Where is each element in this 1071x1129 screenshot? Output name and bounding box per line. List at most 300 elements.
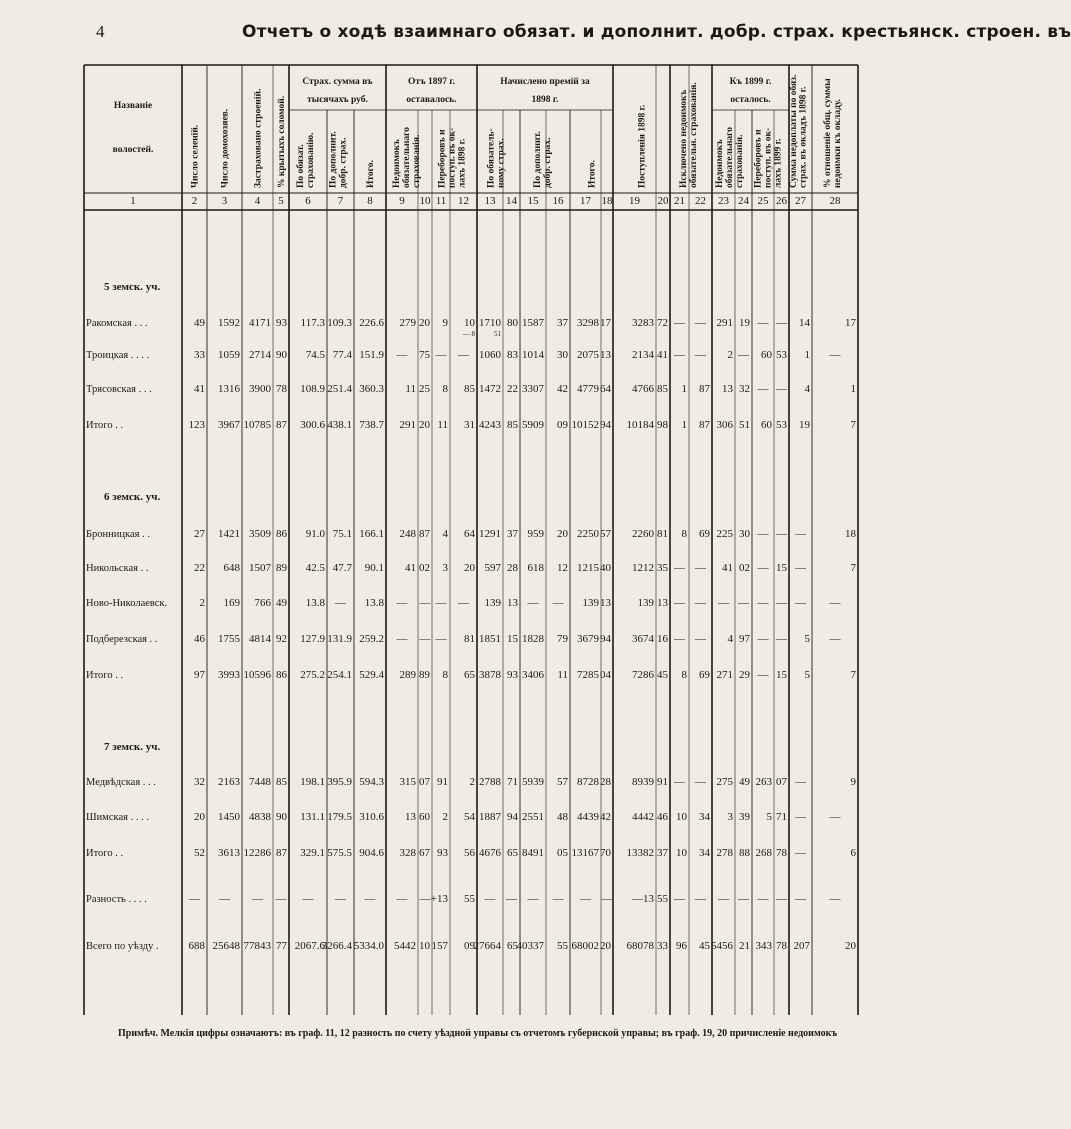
table-cell: 139	[484, 597, 501, 609]
table-cell: —	[458, 349, 469, 361]
table-cell: 959	[527, 528, 544, 540]
header-arrears-1897: обязательнаго	[402, 126, 412, 188]
table-cell: 10	[676, 811, 687, 823]
header-compulsory: По обязат.	[296, 144, 306, 188]
table-cell: 529.4	[359, 669, 384, 681]
table-cell: 83	[507, 349, 518, 361]
table-cell: 248	[399, 528, 416, 540]
column-number: 25	[757, 195, 769, 207]
header-sum-group: тысячахъ руб.	[307, 95, 368, 105]
table-cell: —	[275, 893, 287, 905]
table-cell: —	[829, 811, 841, 823]
table-cell: 90	[276, 349, 287, 361]
table-cell: 45	[657, 669, 668, 681]
table-cell: 1316	[218, 383, 240, 395]
table-cell: 77843	[243, 940, 271, 952]
column-number: 1	[130, 195, 136, 207]
table-cell: 33	[194, 349, 205, 361]
table-cell: 13	[722, 383, 733, 395]
header-arrears-1897: Недоимокъ	[392, 139, 402, 188]
table-cell: 40	[600, 562, 611, 574]
table-cell: 52	[194, 847, 205, 859]
table-cell: 4243	[479, 419, 501, 431]
table-cell: 1	[850, 383, 856, 395]
table-cell: 60	[419, 811, 430, 823]
table-cell: 7	[850, 562, 856, 574]
header-to-1899: Къ 1899 г.	[729, 77, 772, 87]
header-volost-name: волостей.	[112, 145, 154, 155]
table-cell: —	[674, 597, 685, 609]
table-cell: 94	[507, 811, 518, 823]
column-number: 14	[506, 195, 517, 207]
table-cell: 1291	[479, 528, 501, 540]
table-cell: —	[776, 528, 787, 540]
table-cell: —	[695, 562, 706, 574]
table-cell: 17	[845, 317, 856, 329]
header-premium-compulsory: По обязатель-	[486, 128, 497, 188]
table-cell: —	[829, 893, 841, 905]
table-cell-note: 51	[494, 330, 501, 338]
header-excluded-arrears: обязательн. страхованія.	[689, 82, 699, 188]
table-cell: 09	[557, 419, 568, 431]
table-cell: —	[795, 847, 806, 859]
table-cell: 56	[464, 847, 475, 859]
header-arrears-pct: % отношеніе общ. суммы	[823, 78, 833, 188]
column-number: 12	[458, 195, 469, 207]
table-cell: —	[335, 893, 346, 905]
table-cell: 4	[804, 383, 810, 395]
table-cell: 179.5	[327, 811, 352, 823]
table-cell: —	[757, 597, 769, 609]
header-shortfall: страх. въ окладъ 1898 г.	[798, 86, 809, 188]
table-cell: 9	[850, 776, 856, 788]
table-cell: 131.1	[300, 811, 325, 823]
table-cell: 69	[699, 528, 710, 540]
table-cell: 55	[464, 893, 475, 905]
table-cell: 32	[194, 776, 205, 788]
table-cell: 10	[419, 940, 430, 952]
table-cell: 3679	[577, 633, 599, 645]
table-cell: 343	[755, 940, 772, 952]
table-cell: 1472	[479, 383, 501, 395]
table-cell: 20	[557, 528, 568, 540]
table-cell: 97	[739, 633, 750, 645]
table-cell: 131.9	[327, 633, 352, 645]
table-cell: 1851	[479, 633, 501, 645]
column-number: 21	[674, 195, 685, 207]
header-premium-voluntary: добр. страх.	[543, 137, 553, 188]
column-number: 6	[305, 195, 311, 207]
table-cell: 151.9	[359, 349, 384, 361]
table-cell: 20	[600, 940, 611, 952]
table-cell: 11	[557, 669, 568, 681]
header-villages: Число селеній.	[190, 124, 201, 188]
table-cell: 254.1	[327, 669, 352, 681]
table-cell: 738.7	[359, 419, 384, 431]
table-cell: 5	[766, 811, 772, 823]
table-cell: 72	[657, 317, 668, 329]
column-number: 19	[629, 195, 640, 207]
table-cell: 291	[399, 419, 416, 431]
row-label: Всего по уѣзду .	[86, 941, 159, 952]
table-cell: 51	[739, 419, 750, 431]
table-cell: 13	[507, 597, 518, 609]
table-cell: 91	[657, 776, 668, 788]
table-cell: 55	[557, 940, 568, 952]
row-label: Бронницкая . .	[86, 529, 150, 540]
table-cell: 1421	[218, 528, 240, 540]
table-cell: 10	[464, 317, 475, 329]
table-cell: 78	[276, 383, 287, 395]
table-cell: 22	[507, 383, 518, 395]
table-cell: —	[419, 893, 431, 905]
table-cell: 5909	[522, 419, 544, 431]
table-cell: 89	[276, 562, 287, 574]
table-cell: 54	[464, 811, 475, 823]
table-cell: —	[458, 597, 469, 609]
table-cell: —	[738, 349, 749, 361]
table-cell: 74.5	[305, 349, 325, 361]
table-cell: 65	[507, 847, 518, 859]
table-cell: 4766	[632, 383, 654, 395]
table-cell: 42	[600, 811, 611, 823]
table-cell: 4439	[577, 811, 599, 823]
table-cell: 20	[419, 419, 430, 431]
header-total: Итого.	[366, 160, 376, 188]
table-cell: 10	[676, 847, 687, 859]
table-cell: 65	[507, 940, 518, 952]
table-cell: 279	[399, 317, 416, 329]
table-cell: —	[302, 893, 314, 905]
header-overpay-1899: Переборовъ и	[753, 129, 764, 188]
table-cell: —	[695, 317, 706, 329]
table-cell: 139	[582, 597, 599, 609]
header-excluded-arrears: Исключено недоимокъ	[679, 89, 689, 188]
table-cell: —	[776, 597, 787, 609]
table-cell: 14	[799, 317, 810, 329]
header-overpay-1898: поступ. въ ок-	[447, 127, 458, 188]
table-cell: —	[419, 597, 431, 609]
table-cell: 2	[727, 349, 733, 361]
table-cell: 89	[419, 669, 430, 681]
page-title: Отчетъ о ходѣ взаимнаго обязат. и дополнит. добр. страх. крестьянск. строен. въ	[242, 22, 1071, 42]
table-cell: 93	[437, 847, 448, 859]
table-cell: 85	[657, 383, 668, 395]
column-number: 17	[580, 195, 591, 207]
table-cell: 90	[276, 811, 287, 823]
table-cell: —	[829, 633, 841, 645]
table-cell: —13	[632, 893, 654, 905]
table-cell: 1212	[632, 562, 654, 574]
table-cell: 275.2	[300, 669, 325, 681]
table-cell: 68078	[626, 940, 654, 952]
table-cell: 7285	[577, 669, 599, 681]
table-cell: 117.3	[300, 317, 325, 329]
column-number: 18	[601, 195, 613, 207]
table-cell: 108.9	[300, 383, 325, 395]
table-cell: 1059	[218, 349, 240, 361]
table-cell: 07	[776, 776, 787, 788]
table-cell: —	[695, 893, 706, 905]
table-cell: 5442	[394, 940, 416, 952]
table-cell: 259.2	[359, 633, 384, 645]
table-cell: 45	[699, 940, 710, 952]
table-cell: 30	[739, 528, 750, 540]
column-number: 11	[435, 195, 447, 207]
table-cell: 2134	[632, 349, 654, 361]
table-cell: —	[396, 633, 408, 645]
header-receipts-1898: Поступленія 1898 г.	[637, 104, 648, 188]
table-cell: 13.8	[305, 597, 325, 609]
header-arrears-1899: обязательнаго	[725, 126, 735, 188]
table-cell: 05	[557, 847, 568, 859]
table-cell: 07	[419, 776, 430, 788]
table-cell: —	[252, 893, 263, 905]
table-cell: 2	[469, 776, 475, 788]
table-cell: 12	[557, 562, 568, 574]
table-cell: 93	[507, 669, 518, 681]
table-cell: 268	[755, 847, 772, 859]
table-cell: 2551	[522, 811, 544, 823]
table-cell: 4779	[577, 383, 599, 395]
table-cell: 127.9	[300, 633, 325, 645]
table-cell: 53	[776, 349, 787, 361]
table-cell: —	[506, 893, 517, 905]
table-cell: 40337	[516, 940, 544, 952]
table-cell: 3967	[218, 419, 240, 431]
table-cell: 46	[194, 633, 205, 645]
table-cell: 1710	[479, 317, 501, 329]
table-cell: 96	[676, 940, 687, 952]
table-cell: 169	[223, 597, 240, 609]
row-label: Разность . . . .	[86, 894, 147, 905]
row-label: Подберезская . .	[86, 634, 158, 645]
table-cell: 15	[776, 669, 787, 681]
table-cell: —	[484, 893, 496, 905]
header-to-1899: осталось.	[730, 95, 771, 105]
table-cell: 81	[657, 528, 668, 540]
table-cell: 3613	[218, 847, 240, 859]
table-cell: —	[435, 633, 447, 645]
table-cell: —	[738, 893, 749, 905]
table-cell: 94	[600, 419, 611, 431]
table-cell: 27664	[473, 940, 501, 952]
table-cell: 4	[727, 633, 733, 645]
table-cell: 20	[194, 811, 205, 823]
table-cell: —	[795, 776, 806, 788]
table-cell: 22	[194, 562, 205, 574]
table-cell: 5	[804, 633, 810, 645]
table-cell: 7	[850, 669, 856, 681]
table-cell: 13.8	[364, 597, 384, 609]
table-cell: 2163	[218, 776, 240, 788]
column-number: 20	[657, 195, 669, 207]
table-cell: 77	[276, 940, 287, 952]
table-cell: 57	[557, 776, 568, 788]
table-cell: 3406	[522, 669, 544, 681]
table-cell: 70	[600, 847, 611, 859]
section-title: 5 земск. уч.	[104, 281, 161, 293]
table-cell: 275	[716, 776, 733, 788]
table-cell: 19	[799, 419, 810, 431]
table-cell: 198.1	[300, 776, 325, 788]
table-cell: 28	[600, 776, 611, 788]
header-volost-name: Названіе	[113, 101, 153, 111]
table-cell: 33	[657, 940, 668, 952]
table-cell: —	[674, 349, 685, 361]
table-cell: —	[695, 633, 706, 645]
table-cell: 49	[194, 317, 205, 329]
table-cell: —	[601, 893, 613, 905]
footnote: Примѣч. Мелкія цифры означаютъ: въ граф. 11, 12 разность по счету уѣздной управы съ отчетомъ губернской управы; въ граф. 19, 20 причисленіе недоимокъ	[118, 1028, 838, 1039]
table-cell: 78	[776, 940, 787, 952]
section-title: 6 земск. уч.	[104, 491, 161, 503]
table-cell: 77.4	[332, 349, 352, 361]
table-cell: 86	[276, 669, 287, 681]
table-cell: 8939	[632, 776, 654, 788]
table-cell: 13	[600, 349, 611, 361]
header-premium-total: Итого.	[587, 160, 598, 188]
table-cell: 55	[657, 893, 668, 905]
table-cell: 85	[276, 776, 287, 788]
table-cell: 60	[761, 419, 772, 431]
table-cell: 49	[739, 776, 750, 788]
table-cell: 21	[739, 940, 750, 952]
table-cell: 10596	[243, 669, 271, 681]
table-cell: —	[795, 597, 806, 609]
column-number: 23	[718, 195, 729, 207]
table-cell: 207	[793, 940, 810, 952]
table-cell: 87	[419, 528, 430, 540]
table-cell: 7286	[632, 669, 654, 681]
table-cell: 93	[276, 317, 287, 329]
header-straw-roof-pct: % крытыхъ соломой.	[277, 95, 287, 188]
table-cell: 13	[600, 597, 611, 609]
column-number: 10	[419, 195, 431, 207]
table-cell: 1755	[218, 633, 240, 645]
table-cell: 87	[699, 419, 710, 431]
table-cell: 16	[657, 633, 668, 645]
column-number: 26	[776, 195, 787, 207]
table-cell: —	[189, 893, 200, 905]
table-cell: 8491	[522, 847, 544, 859]
table-cell: 20	[419, 317, 430, 329]
table-cell: 8728	[577, 776, 599, 788]
table-cell: 09	[464, 940, 475, 952]
table-cell: —	[829, 597, 841, 609]
table-cell: —	[674, 317, 685, 329]
table-cell: 310.6	[359, 811, 384, 823]
table-cell: —	[757, 893, 769, 905]
table-cell: 688	[188, 940, 205, 952]
table-cell: 7	[850, 419, 856, 431]
table-cell: 3509	[249, 528, 271, 540]
row-label: Трясовская . . .	[86, 384, 152, 395]
table-cell: 12286	[243, 847, 271, 859]
table-cell: 98	[657, 419, 668, 431]
table-cell: 289	[399, 669, 416, 681]
row-label: Итого . .	[86, 848, 124, 859]
table-cell: 10184	[626, 419, 654, 431]
table-cell: 2250	[577, 528, 599, 540]
header-premiums-1898: 1898 г.	[531, 95, 559, 105]
table-cell: 1215	[577, 562, 599, 574]
table-cell: 39	[739, 811, 750, 823]
table-cell: 3674	[632, 633, 654, 645]
table-cell: 11	[405, 383, 416, 395]
table-cell: —	[674, 893, 685, 905]
table-cell: 300.6	[300, 419, 325, 431]
table-cell: —	[364, 893, 376, 905]
table-cell: 32	[739, 383, 750, 395]
table-cell: —	[718, 893, 729, 905]
table-cell: 9	[442, 317, 448, 329]
header-arrears-1897: страхованія.	[412, 134, 422, 188]
table-cell: 251.4	[327, 383, 352, 395]
header-from-1897: Отъ 1897 г.	[408, 77, 455, 87]
header-arrears-pct: недоимки къ окладу.	[833, 98, 843, 188]
table-cell: 1	[804, 349, 810, 361]
row-label: Шимская . . . .	[86, 812, 149, 823]
header-overpay-1899: поступ. въ ок-	[763, 127, 774, 188]
table-cell: 92	[276, 633, 287, 645]
table-cell: 263	[755, 776, 772, 788]
table-cell: 8	[442, 383, 448, 395]
table-cell: 4	[442, 528, 448, 540]
column-number: 13	[484, 195, 496, 207]
table-cell: 27	[194, 528, 205, 540]
table-cell: 10785	[243, 419, 271, 431]
table-cell: 57	[600, 528, 611, 540]
table-cell: 328	[399, 847, 416, 859]
table-cell: 02	[739, 562, 750, 574]
table-cell: 1	[681, 419, 687, 431]
table-cell: 48	[557, 811, 568, 823]
table-cell: 90.1	[364, 562, 384, 574]
table-cell: 13167	[571, 847, 599, 859]
table-cell: 49	[276, 597, 287, 609]
table-cell: —	[419, 633, 431, 645]
table-cell: 78	[776, 847, 787, 859]
table-cell: —	[674, 562, 685, 574]
table-cell: 69	[699, 669, 710, 681]
table-cell: —	[396, 597, 408, 609]
table-cell: 75	[419, 349, 430, 361]
table-cell: 85	[507, 419, 518, 431]
table-cell: 1592	[218, 317, 240, 329]
table-cell: 64	[600, 383, 611, 395]
table-cell: 25648	[212, 940, 240, 952]
table-cell: 226.6	[359, 317, 384, 329]
table-cell: 4171	[249, 317, 271, 329]
table-cell: 575.5	[327, 847, 352, 859]
table-cell: 97	[194, 669, 205, 681]
table-cell: 1450	[218, 811, 240, 823]
table-cell: 597	[484, 562, 501, 574]
table-cell: 3878	[479, 669, 501, 681]
table-cell: 28	[507, 562, 518, 574]
table-cell: 5	[804, 669, 810, 681]
table-cell: 79	[557, 633, 568, 645]
table-cell: 3283	[632, 317, 654, 329]
table-cell: 306	[716, 419, 733, 431]
table-cell: 31	[464, 419, 475, 431]
table-cell: —	[695, 597, 706, 609]
table-cell: 2075	[577, 349, 599, 361]
column-number: 9	[399, 195, 405, 207]
table-cell: 4838	[249, 811, 271, 823]
header-premium-voluntary: По дополнит.	[533, 131, 543, 188]
